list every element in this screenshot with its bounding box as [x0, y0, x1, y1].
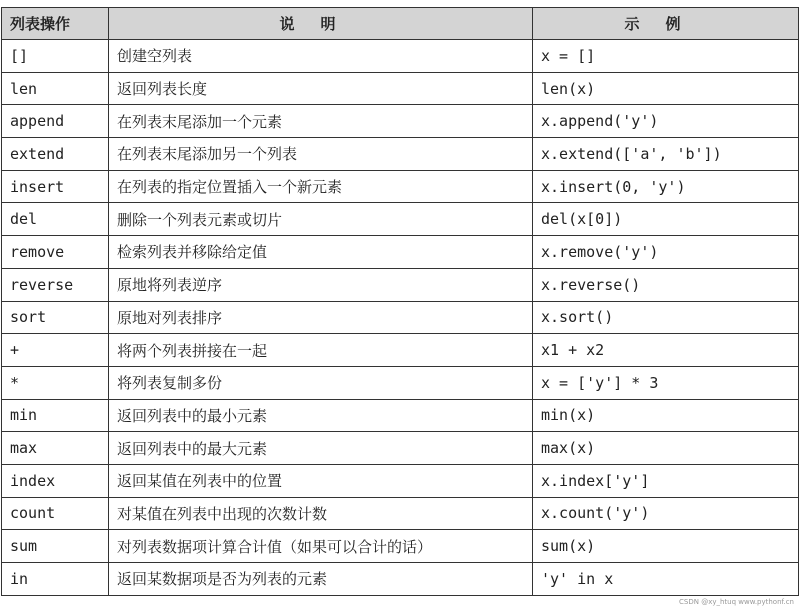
example-cell: x.append('y')	[533, 105, 799, 138]
table-row	[2, 366, 799, 399]
table-row	[2, 563, 799, 596]
header-row	[2, 8, 799, 40]
example-cell: x.sort()	[533, 301, 799, 334]
example-cell: x1 + x2	[533, 334, 799, 367]
table-row	[2, 530, 799, 563]
example-cell: x.extend(['a', 'b'])	[533, 138, 799, 171]
description-cell: 返回列表长度	[109, 72, 533, 105]
table-row	[2, 236, 799, 269]
description-cell: 将列表复制多份	[109, 366, 533, 399]
operation-cell: min	[2, 399, 109, 432]
operation-cell: del	[2, 203, 109, 236]
description-cell: 在列表末尾添加另一个列表	[109, 138, 533, 171]
description-cell: 原地对列表排序	[109, 301, 533, 334]
example-cell: max(x)	[533, 432, 799, 465]
operation-cell: index	[2, 464, 109, 497]
operation-cell: max	[2, 432, 109, 465]
example-cell: del(x[0])	[533, 203, 799, 236]
example-cell: x = []	[533, 40, 799, 73]
example-cell: x.index['y']	[533, 464, 799, 497]
description-cell: 创建空列表	[109, 40, 533, 73]
description-cell: 在列表的指定位置插入一个新元素	[109, 170, 533, 203]
table-row	[2, 432, 799, 465]
operation-cell: remove	[2, 236, 109, 269]
operation-cell: +	[2, 334, 109, 367]
operation-cell: sum	[2, 530, 109, 563]
table-row	[2, 497, 799, 530]
example-cell: x = ['y'] * 3	[533, 366, 799, 399]
operation-cell: in	[2, 563, 109, 596]
table-row	[2, 138, 799, 171]
description-cell: 返回某数据项是否为列表的元素	[109, 563, 533, 596]
table-row	[2, 203, 799, 236]
example-cell: x.remove('y')	[533, 236, 799, 269]
table-row	[2, 268, 799, 301]
table-row	[2, 40, 799, 73]
operation-cell: insert	[2, 170, 109, 203]
example-cell: len(x)	[533, 72, 799, 105]
description-cell: 删除一个列表元素或切片	[109, 203, 533, 236]
table-row	[2, 399, 799, 432]
operation-cell: len	[2, 72, 109, 105]
example-cell: x.count('y')	[533, 497, 799, 530]
operation-cell: *	[2, 366, 109, 399]
description-cell: 对某值在列表中出现的次数计数	[109, 497, 533, 530]
table-row	[2, 105, 799, 138]
header-example: 示例	[533, 8, 799, 40]
operation-cell: extend	[2, 138, 109, 171]
example-cell: min(x)	[533, 399, 799, 432]
description-cell: 检索列表并移除给定值	[109, 236, 533, 269]
operation-cell: reverse	[2, 268, 109, 301]
header-description: 说明	[109, 8, 533, 40]
example-cell: x.insert(0, 'y')	[533, 170, 799, 203]
table-row	[2, 301, 799, 334]
operation-cell: sort	[2, 301, 109, 334]
description-cell: 返回列表中的最大元素	[109, 432, 533, 465]
description-cell: 在列表末尾添加一个元素	[109, 105, 533, 138]
table-header	[2, 8, 799, 40]
table-row	[2, 170, 799, 203]
example-cell: 'y' in x	[533, 563, 799, 596]
watermark: CSDN @xy_htuq www.pythonf.cn	[679, 598, 794, 606]
description-cell: 对列表数据项计算合计值（如果可以合计的话）	[109, 530, 533, 563]
description-cell: 原地将列表逆序	[109, 268, 533, 301]
example-cell: sum(x)	[533, 530, 799, 563]
operation-cell: append	[2, 105, 109, 138]
table-body	[2, 40, 799, 596]
table-row	[2, 464, 799, 497]
operation-cell: count	[2, 497, 109, 530]
description-cell: 返回某值在列表中的位置	[109, 464, 533, 497]
example-cell: x.reverse()	[533, 268, 799, 301]
table-row	[2, 72, 799, 105]
table-row	[2, 334, 799, 367]
description-cell: 返回列表中的最小元素	[109, 399, 533, 432]
header-operation: 列表操作	[2, 8, 109, 40]
description-cell: 将两个列表拼接在一起	[109, 334, 533, 367]
operation-cell: []	[2, 40, 109, 73]
list-operations-table	[1, 7, 799, 596]
